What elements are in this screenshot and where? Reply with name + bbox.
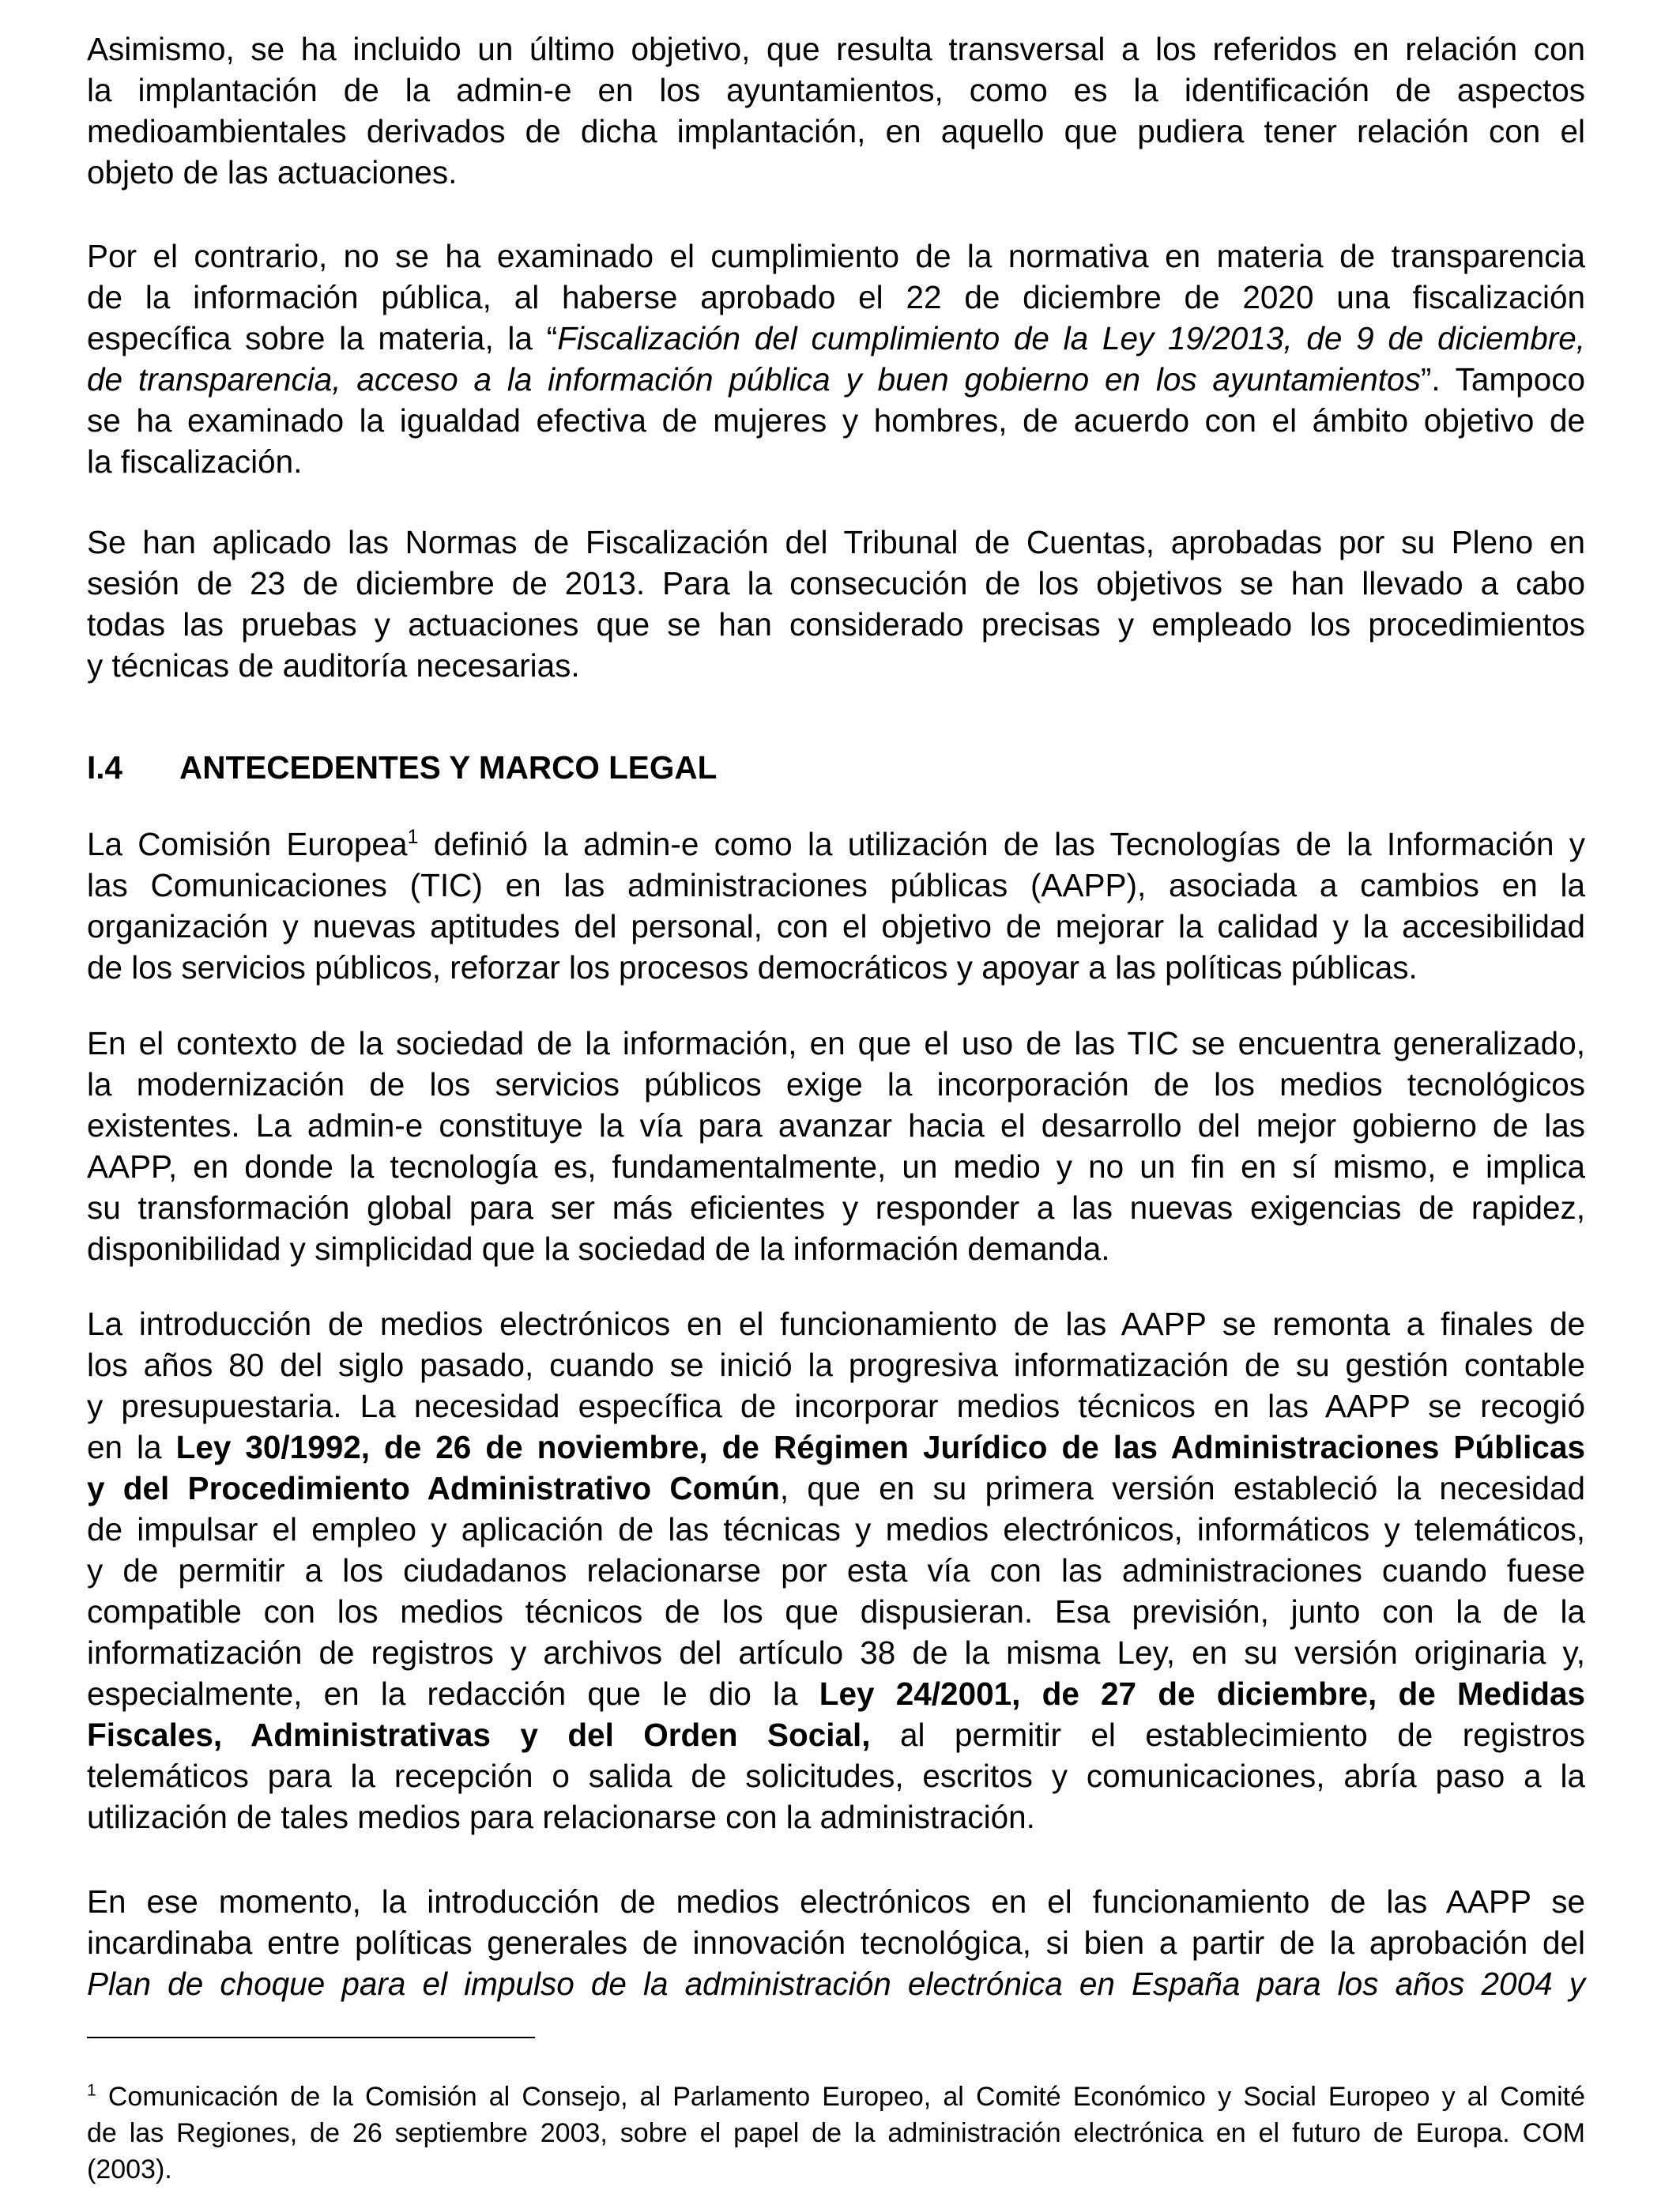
- text-line: [87, 1146, 1585, 1187]
- text-line: [87, 1303, 1585, 1344]
- section-number: I.4: [87, 749, 123, 786]
- bold-text: y del Procedimiento Administrativo Común: [87, 1470, 780, 1506]
- text-line: [87, 318, 1585, 359]
- text-line: [87, 1632, 1585, 1673]
- text-run: de impulsar el empleo y aplicación de las técnicas y medios electrónicos, informáticos y telemáticos,: [87, 1511, 1585, 1547]
- text-run: ”. Tampoco: [1420, 361, 1586, 398]
- text-line: [87, 400, 1585, 441]
- text-line: [87, 604, 1585, 645]
- text-run: , que en su primera versión estableció la necesidad: [779, 1470, 1585, 1506]
- text-line: [87, 1385, 1585, 1427]
- paragraph: [87, 1303, 1585, 1838]
- footnote-marker: 1: [407, 825, 419, 848]
- text-run: telemáticos para la recepción o salida de solicitudes, escritos y comunicaciones, abría paso a la: [87, 1758, 1585, 1794]
- text-run: todas las pruebas y actuaciones que se han considerado precisas y empleado los procedimientos: [87, 606, 1585, 643]
- text-run: de la información pública, al haberse aprobado el 22 de diciembre de 2020 una fiscalización: [87, 279, 1585, 315]
- text-line: [87, 70, 1585, 111]
- text-run: existentes. La admin-e constituye la vía para avanzar hacia el desarrollo del mejor gobierno de las: [87, 1107, 1585, 1144]
- text-line: [87, 1468, 1585, 1509]
- text-line: [87, 947, 1585, 988]
- text-line: [87, 441, 1585, 482]
- text-line: [87, 1509, 1585, 1550]
- paragraph: [87, 236, 1585, 482]
- text-line: [87, 28, 1585, 70]
- text-run: de las Regiones, de 26 septiembre 2003, sobre el papel de la administración electrónica en el futuro de Europa. COM: [87, 2118, 1585, 2148]
- paragraph: [87, 28, 1585, 193]
- text-run: AAPP, en donde la tecnología es, fundamentalmente, un medio y no un fin en sí mismo, e implica: [87, 1148, 1585, 1185]
- text-run: al permitir el establecimiento de registros: [870, 1717, 1586, 1753]
- text-line: [87, 359, 1585, 400]
- paragraph: [87, 824, 1585, 988]
- text-run: especialmente, en la redacción que le dio la: [87, 1676, 819, 1712]
- text-run: disponibilidad y simplicidad que la sociedad de la información demanda.: [87, 1231, 1110, 1267]
- text-line: [87, 1881, 1585, 1922]
- text-run: organización y nuevas aptitudes del personal, con el objetivo de mejorar la calidad y la accesibilidad: [87, 908, 1585, 944]
- text-line: [87, 865, 1585, 906]
- bold-text: Ley 24/2001, de 27 de diciembre, de Medidas: [819, 1676, 1585, 1712]
- text-line: [87, 645, 1585, 686]
- text-run: objeto de las actuaciones.: [87, 154, 458, 190]
- text-run: (2003).: [87, 2154, 172, 2185]
- text-run: informatización de registros y archivos del artículo 38 de la misma Ley, en su versión originaria y,: [87, 1634, 1585, 1671]
- text-line: [87, 1963, 1585, 2004]
- text-run: la modernización de los servicios públicos exige la incorporación de los medios tecnológicos: [87, 1066, 1585, 1103]
- text-line: [87, 522, 1585, 563]
- text-run: En ese momento, la introducción de medios electrónicos en el funcionamiento de las AAPP se: [87, 1883, 1585, 1920]
- text-line: [87, 1796, 1585, 1838]
- text-line: [87, 2115, 1585, 2151]
- text-run: compatible con los medios técnicos de los que dispusieran. Esa previsión, junto con la de la: [87, 1593, 1585, 1630]
- text-run: en la: [87, 1429, 176, 1465]
- text-run: específica sobre la materia, la “: [87, 320, 558, 356]
- text-run: Asimismo, se ha incluido un último objetivo, que resulta transversal a los referidos en relación con: [87, 31, 1585, 67]
- text-run: y técnicas de auditoría necesarias.: [87, 647, 580, 684]
- text-line: [87, 1064, 1585, 1105]
- bold-text: Fiscales, Administrativas y del Orden Social,: [87, 1717, 871, 1753]
- text-line: [87, 277, 1585, 318]
- text-line: [87, 236, 1585, 277]
- text-run: Comunicación de la Comisión al Consejo, al Parlamento Europeo, al Comité Económico y Social Europeo y al Comité: [96, 2082, 1585, 2112]
- text-line: [87, 1187, 1585, 1228]
- paragraph: [87, 1881, 1585, 2004]
- text-run: Se han aplicado las Normas de Fiscalización del Tribunal de Cuentas, aprobadas por su Pleno en: [87, 524, 1585, 560]
- text-line: [87, 152, 1585, 193]
- text-line: [87, 1673, 1585, 1714]
- text-run: sesión de 23 de diciembre de 2013. Para la consecución de los objetivos se han llevado a cabo: [87, 565, 1585, 601]
- text-run: la fiscalización.: [87, 443, 303, 480]
- text-line: [87, 1755, 1585, 1796]
- text-line: [87, 563, 1585, 604]
- text-line: [87, 1922, 1585, 1963]
- paragraph: [87, 1023, 1585, 1269]
- text-line: [87, 824, 1585, 865]
- text-line: [87, 1550, 1585, 1591]
- bold-text: Ley 30/1992, de 26 de noviembre, de Régimen Jurídico de las Administraciones Públicas: [175, 1429, 1585, 1465]
- text-run: medioambientales derivados de dicha implantación, en aquello que pudiera tener relación con el: [87, 113, 1585, 149]
- text-run: incardinaba entre políticas generales de innovación tecnológica, si bien a partir de la aprobación del: [87, 1924, 1585, 1961]
- paragraph: [87, 522, 1585, 686]
- section-title: ANTECEDENTES Y MARCO LEGAL: [179, 749, 718, 786]
- text-line: [87, 1105, 1585, 1146]
- text-line: [87, 111, 1585, 152]
- italic-text: Plan de choque para el impulso de la administración electrónica en España para los años 2004 y: [87, 1966, 1585, 2002]
- footnote: [87, 2079, 1585, 2188]
- text-line: [87, 1344, 1585, 1385]
- text-run: las Comunicaciones (TIC) en las administraciones públicas (AAPP), asociada a cambios en la: [87, 867, 1585, 903]
- text-line: [87, 1023, 1585, 1064]
- text-run: y presupuestaria. La necesidad específica de incorporar medios técnicos en las AAPP se recogió: [87, 1388, 1585, 1424]
- text-line: [87, 2079, 1585, 2115]
- text-run: y de permitir a los ciudadanos relacionarse por esta vía con las administraciones cuando fuese: [87, 1552, 1585, 1589]
- text-line: [87, 1228, 1585, 1269]
- text-run: los años 80 del siglo pasado, cuando se inició la progresiva informatización de su gestión contable: [87, 1347, 1585, 1383]
- text-run: utilización de tales medios para relacionarse con la administración.: [87, 1799, 1035, 1835]
- text-line: [87, 906, 1585, 947]
- text-line: [87, 1591, 1585, 1632]
- text-run: Por el contrario, no se ha examinado el cumplimiento de la normativa en materia de transparencia: [87, 238, 1585, 274]
- text-run: En el contexto de la sociedad de la información, en que el uso de las TIC se encuentra generalizado,: [87, 1025, 1585, 1061]
- text-run: su transformación global para ser más eficientes y responder a las nuevas exigencias de rapidez,: [87, 1189, 1585, 1226]
- text-line: [87, 1714, 1585, 1755]
- text-run: la implantación de la admin-e en los ayuntamientos, como es la identificación de aspectos: [87, 72, 1585, 108]
- italic-text: Fiscalización del cumplimiento de la Ley 19/2013, de 9 de diciembre,: [557, 320, 1585, 356]
- text-run: se ha examinado la igualdad efectiva de mujeres y hombres, de acuerdo con el ámbito objetivo de: [87, 402, 1585, 439]
- text-line: [87, 2151, 1585, 2188]
- italic-text: de transparencia, acceso a la información pública y buen gobierno en los ayuntamientos: [87, 361, 1421, 398]
- text-line: [87, 1427, 1585, 1468]
- text-run: La Comisión Europea: [87, 826, 408, 862]
- footnote-marker: 1: [87, 2081, 96, 2100]
- text-run: definió la admin-e como la utilización de las Tecnologías de la Información y: [418, 826, 1585, 862]
- text-run: La introducción de medios electrónicos en el funcionamiento de las AAPP se remonta a finales de: [87, 1306, 1585, 1342]
- footnote-separator: [87, 2037, 535, 2038]
- text-run: de los servicios públicos, reforzar los procesos democráticos y apoyar a las políticas públicas.: [87, 949, 1418, 986]
